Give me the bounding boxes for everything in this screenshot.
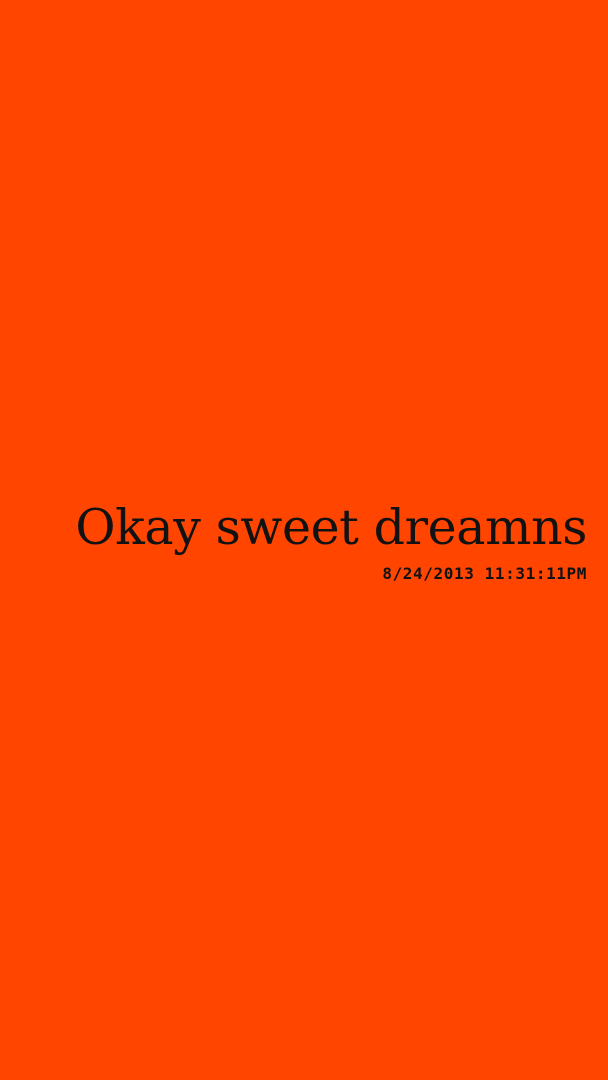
message-block [75, 496, 587, 584]
message-text: Okay sweet dreamns [75, 499, 587, 556]
message-timestamp: 8/24/2013 11:31:11PM [382, 564, 587, 583]
